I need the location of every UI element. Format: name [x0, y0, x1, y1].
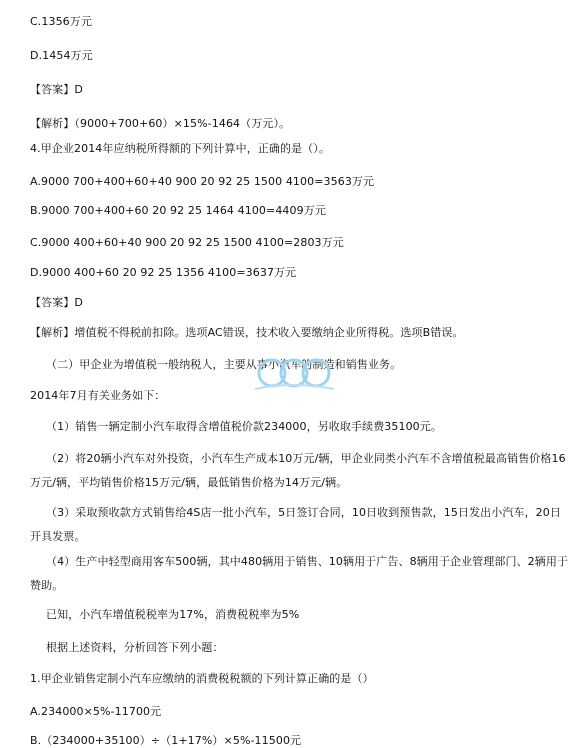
tax-rate-note: 已知，小汽车增值税税率为17%，消费税税率为5%: [46, 608, 300, 621]
answer-label: 【答案】D: [30, 83, 83, 96]
business-item-1: （1）销售一辆定制小汽车取得含增值税价款234000，另收取手续费35100元。: [46, 420, 442, 433]
question-4-option-d: D.9000 400+60 20 92 25 1356 4100=3637万元: [30, 266, 297, 279]
analysis-text: 【解析】（9000+700+60）×15%-1464（万元）。: [30, 117, 291, 130]
analysis-text: 【解析】增值税不得税前扣除。选项AC错误，技术收入要缴纳企业所得税。选项B错误。: [30, 326, 464, 339]
answer-label: 【答案】D: [30, 296, 83, 309]
question-1-option-a: A.234000×5%-11700元: [30, 705, 162, 718]
business-intro: 2014年7月有关业务如下：: [30, 389, 166, 402]
question-1-option-b: B.（234000+35100）÷（1+17%）×5%-11500元: [30, 734, 302, 747]
business-item-3: （3）采取预收款方式销售给4S店一批小汽车，5日签订合同，10日收到预售款，15日发出小汽车，20日开具发票。: [30, 506, 561, 543]
question-4: 4.甲企业2014年应纳税所得额的下列计算中，正确的是（）。: [30, 142, 330, 155]
option-d-previous: D.1454万元: [30, 49, 93, 62]
question-1: 1.甲企业销售定制小汽车应缴纳的消费税税额的下列计算正确的是（）: [30, 672, 374, 685]
option-c-previous: C.1356万元: [30, 15, 92, 28]
business-item-4: （4）生产中轻型商用客车500辆，其中480辆用于销售、10辆用于广告、8辆用于企业管理部门、2辆用于赞助。: [30, 555, 569, 592]
question-4-option-b: B.9000 700+400+60 20 92 25 1464 4100=4409万元: [30, 204, 326, 217]
business-item-2: （2）将20辆小汽车对外投资，小汽车生产成本10万元/辆，甲企业同类小汽车不含增值税最高销售价格16万元/辆，平均销售价格15万元/辆，最低销售价格为14万元/辆。: [30, 452, 566, 489]
section-two-heading: （二）甲企业为增值税一般纳税人，主要从事小汽车的制造和销售业务。: [46, 358, 402, 371]
instruction: 根据上述资料，分析回答下列小题：: [46, 641, 224, 654]
question-4-option-a: A.9000 700+400+60+40 900 20 92 25 1500 4100=3563万元: [30, 175, 375, 188]
question-4-option-c: C.9000 400+60+40 900 20 92 25 1500 4100=2803万元: [30, 236, 344, 249]
